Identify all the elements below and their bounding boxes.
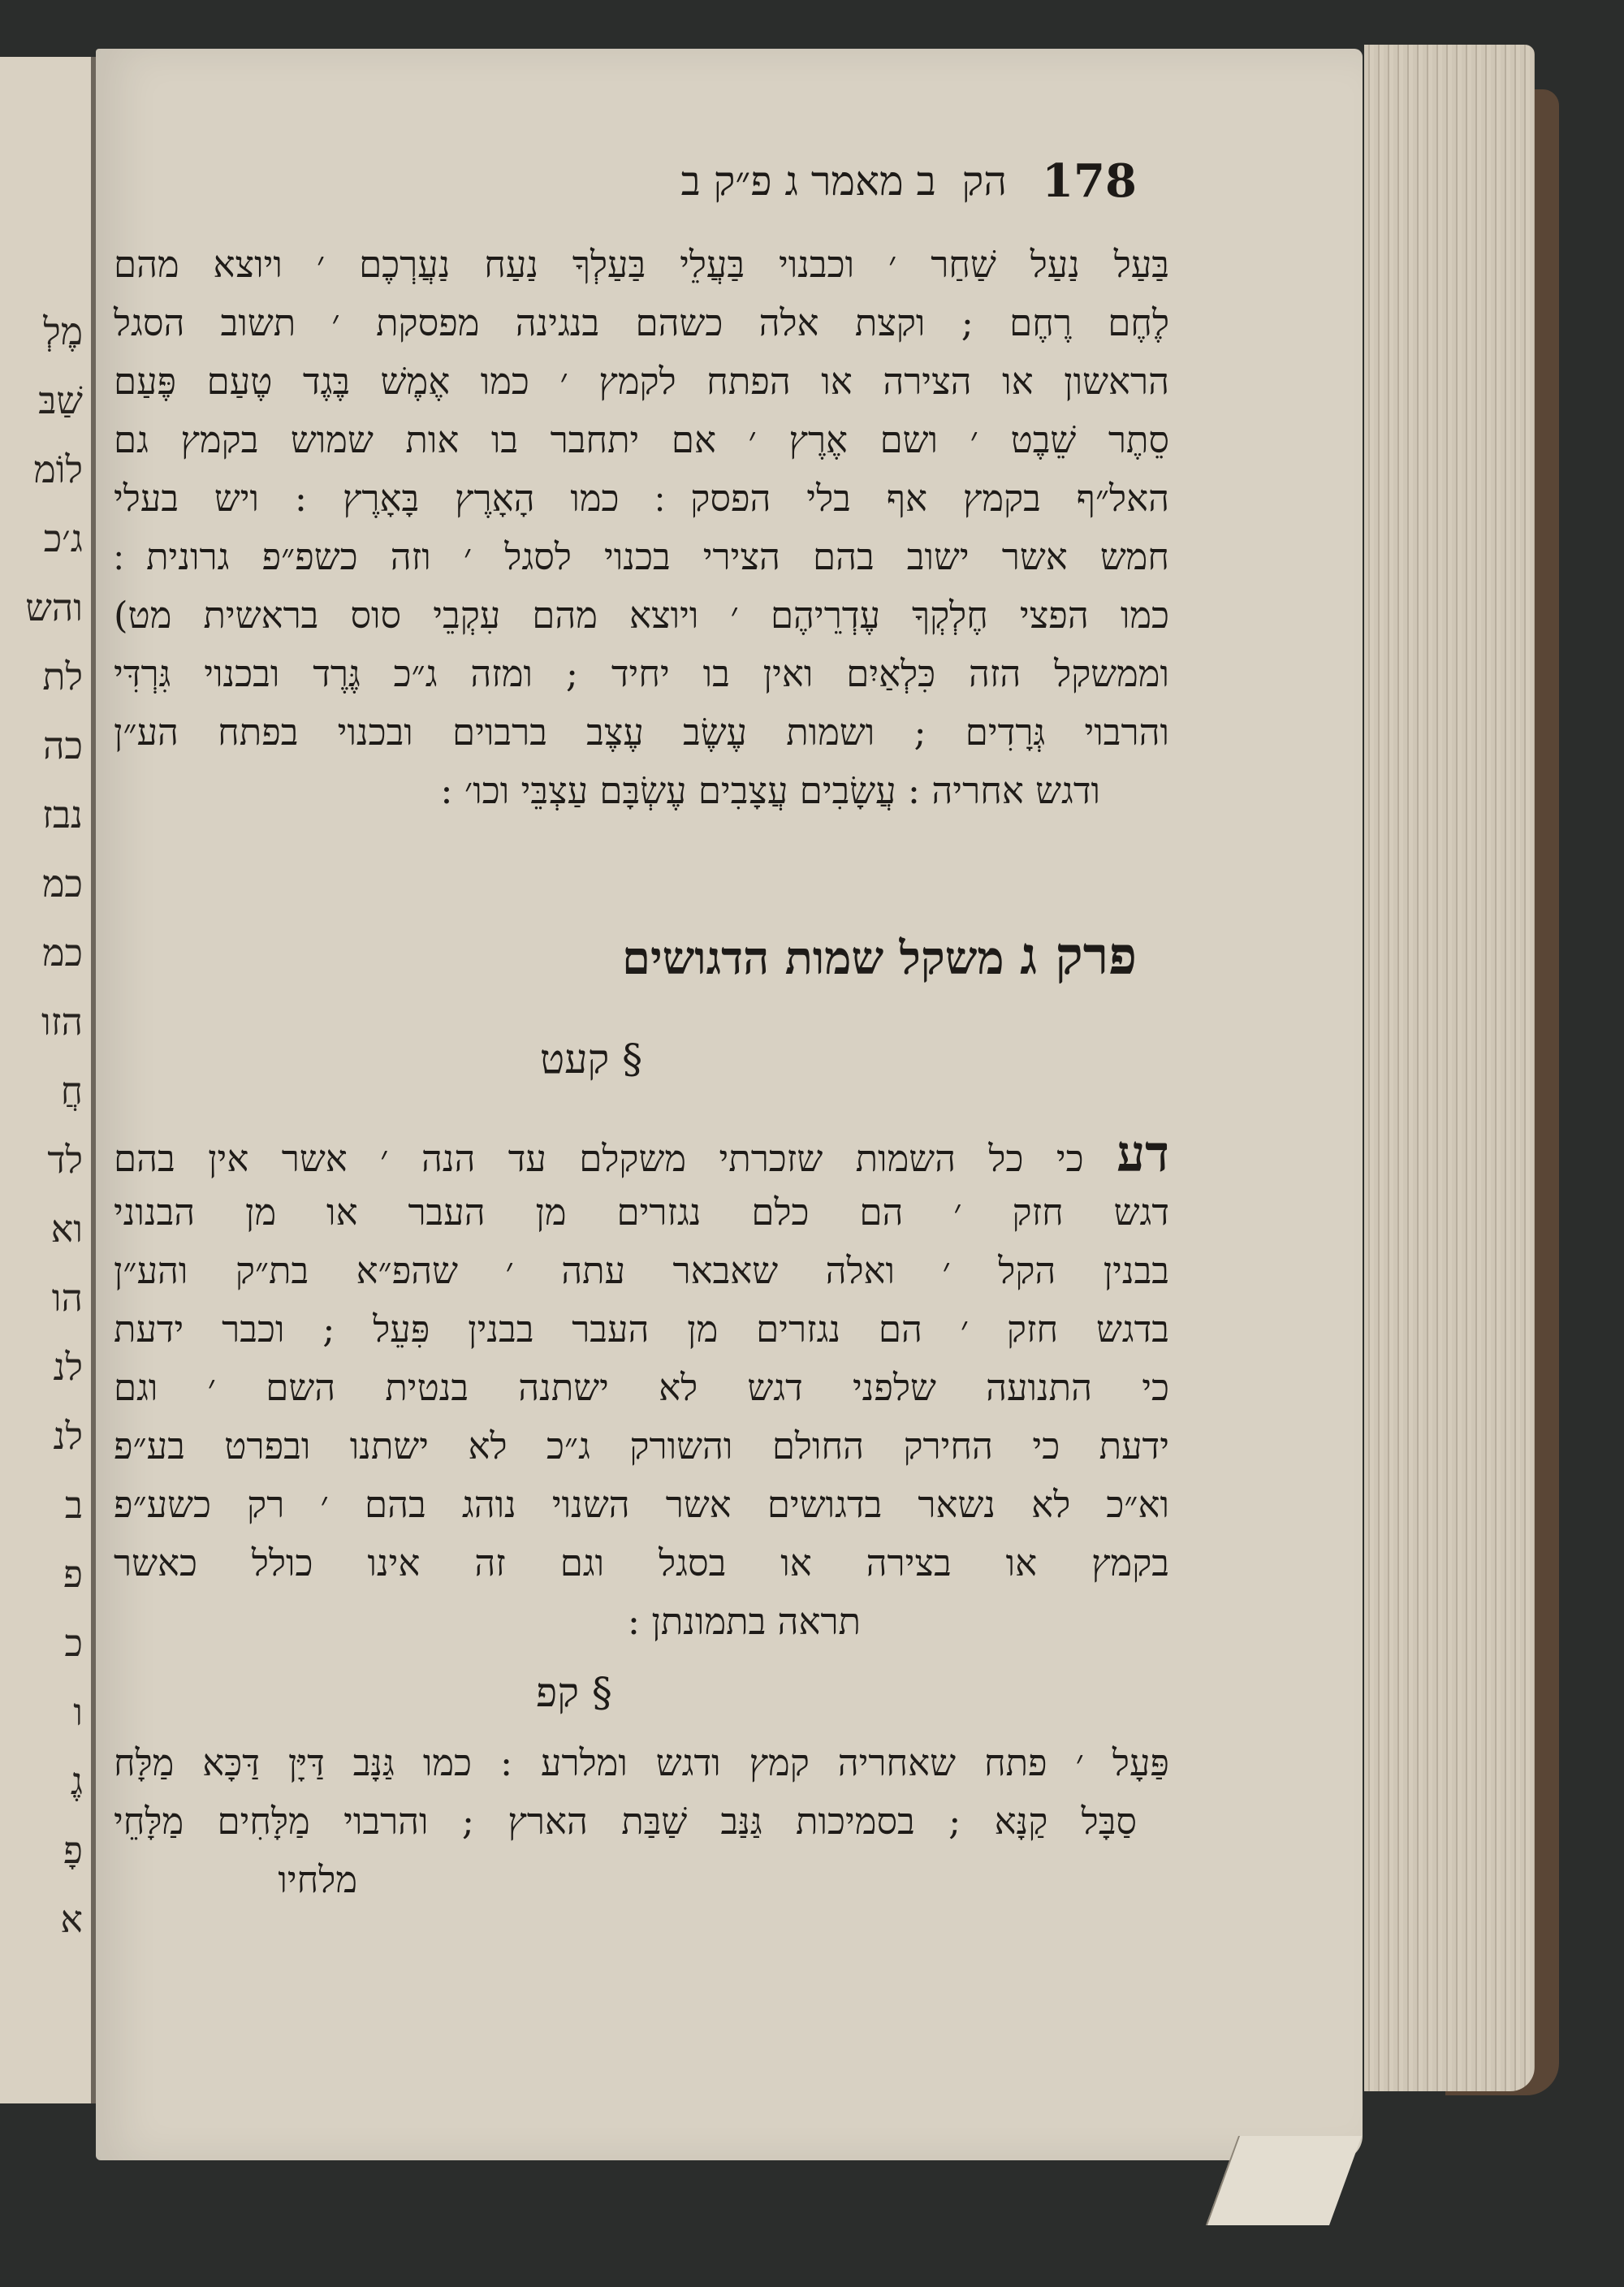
text-line: סֵתֶר שֵׁבֶט ׳ ושם אֶרֶץ ׳ אם יתחבר בו אות שמוש בקמץ גם — [114, 418, 1169, 461]
text-line: הראשון או הצירה או הפתח לקמץ ׳ כמו אֶמֶשׁ בֶּגֶד טֶעַם פֶּעַם — [114, 360, 1169, 403]
left-page-line: חֲ — [60, 1069, 83, 1113]
left-page-line: ב — [64, 1483, 83, 1527]
text-block-2 — [114, 1125, 1169, 1651]
section-mark: § קעט — [540, 1035, 643, 1083]
chapter-heading — [568, 926, 1137, 987]
left-page-line: גֶ — [70, 1759, 83, 1803]
left-page-line: לת — [42, 655, 83, 698]
left-page-line: הזו — [41, 1000, 83, 1044]
left-page-line: כה — [43, 724, 83, 767]
text-line: בדגש חזק ׳ הם נגזרים מן העבר בבנין פִּעֵל ; וכבר ידעת — [114, 1308, 1169, 1351]
text-line: כמו הפצי חֶלְקְךָ עֶדְרֵיהֶם ׳ ויוצא מהם עִקְבֵי סוס בראשית מט) — [114, 594, 1169, 637]
text-line: תראה בתמונתן : — [627, 1600, 861, 1643]
left-page-line: פ — [63, 1552, 83, 1596]
text-line: ידעת כי החירק החולם והשורק ג״כ לא ישתנו ובפרט בע״פ — [114, 1425, 1169, 1468]
text-line: סַבָּל קַנָּא ; בסמיכות גַּנַּב שַׁבַּת הארץ ; והרבוי מַלָּחִים מַלָּחֵי — [114, 1800, 1137, 1843]
chapter-title: משקל שמות הדגושים — [622, 932, 1004, 985]
text-line: מלחיו — [278, 1858, 357, 1901]
left-page-line: ו — [73, 1690, 83, 1734]
left-page-line: פָ — [63, 1828, 83, 1872]
text-line: דגש חזק ׳ הם כלם נגזרים מן העבר או מן הבנוני — [114, 1191, 1169, 1234]
left-page-line: א — [60, 1897, 83, 1941]
text-line: לֶחֶם רֶחֶם ; וקצת אלה כשהם בנגינה מפסקת ׳ תשוב הסגל — [114, 301, 1169, 344]
section-mark: § קפ — [536, 1669, 612, 1716]
left-page-line: נבז — [42, 793, 83, 837]
left-page-line: כ — [64, 1621, 83, 1665]
left-page-line: והש — [25, 586, 83, 629]
chapter-number: פרק ג — [1020, 926, 1137, 987]
left-page-line: וא — [50, 1207, 83, 1251]
text-line: כי התנועה שלפני דגש לא ישתנה בנטית השם ׳ וגם — [114, 1366, 1169, 1409]
left-page-line: שַׁבּ — [38, 378, 83, 422]
text-line: כי כל השמות שזכרתי משקלם עד הנה ׳ אשר אין בהם — [114, 1137, 1084, 1180]
text-line: בקמץ או בצירה או בסגל וגם זה אינו כולל כאשר — [114, 1541, 1169, 1584]
left-page-line: לוֹמ — [33, 447, 83, 491]
text-block-3 — [114, 1734, 1169, 1909]
left-page-line: הו — [51, 1276, 83, 1320]
page-header — [503, 154, 1137, 219]
left-page-line: כמ — [42, 931, 83, 975]
text-line: ודגש אחריה : עֲשָׂבִים עֲצָבִים עֶשְׂבָּם עַצְבֵּי וכו׳ : — [440, 769, 1100, 812]
text-line: פַּעָל ׳ פתח שאחריה קמץ ודגש ומלרע : כמו גַּנָּב דַּיָּן דַּכָּא מַלָּח — [114, 1741, 1169, 1784]
text-line: בבנין הקל ׳ ואלה שאבאר עתה ׳ שהפ״א בת״ק והע״ן — [114, 1249, 1169, 1292]
text-line: וממשקל הזה כִּלְאַיִם ואין בו יחיד ; ומזה ג״כ גֶּרֶד ובכנוי גִּרְדִּי — [114, 652, 1169, 695]
left-page-line: לנ — [53, 1414, 83, 1458]
text-line: וא״כ לא נשאר בדגושים אשר השנוי נוהג בהם ׳ רק כשע״פ — [114, 1483, 1169, 1526]
text-line: בַּעַל נַעַל שַׁחַר ׳ וכבנוי בַּעֲלֵי בַּעַלְךָ נַעַח נַעֲרְכֶם ׳ ויוצא מהם — [114, 243, 1169, 286]
left-page-fragment — [0, 57, 96, 2103]
left-page-line: לד — [47, 1138, 83, 1182]
page-edges — [1364, 45, 1535, 2091]
lead-word: דע — [1116, 1124, 1169, 1183]
left-page-line: ג׳כ — [43, 517, 83, 560]
text-line: והרבוי גְּרָדִים ; ושמות עֶשֶׂב עֶצֶב ברבוים ובכנוי בפתח הע״ן — [114, 711, 1169, 754]
left-page-line: מֶלְ — [43, 309, 83, 353]
text-line: חמש אשר ישוב בהם הצירי בכנוי לסגל ׳ וזה כשפ״פ גרונית ׃ — [114, 535, 1169, 578]
left-page-line: לנ — [53, 1345, 83, 1389]
running-title: הק ב מאמר ג פ״ק ב — [680, 158, 1007, 205]
text-line: האל״ף בקמץ אף בלי הפסק ׃ כמו הָאָרֶץ בָּאָרֶץ : ויש בעלי — [114, 477, 1169, 520]
left-page-line: כמ — [42, 862, 83, 906]
page-number: 178 — [1042, 154, 1137, 208]
text-block-1 — [114, 236, 1169, 820]
